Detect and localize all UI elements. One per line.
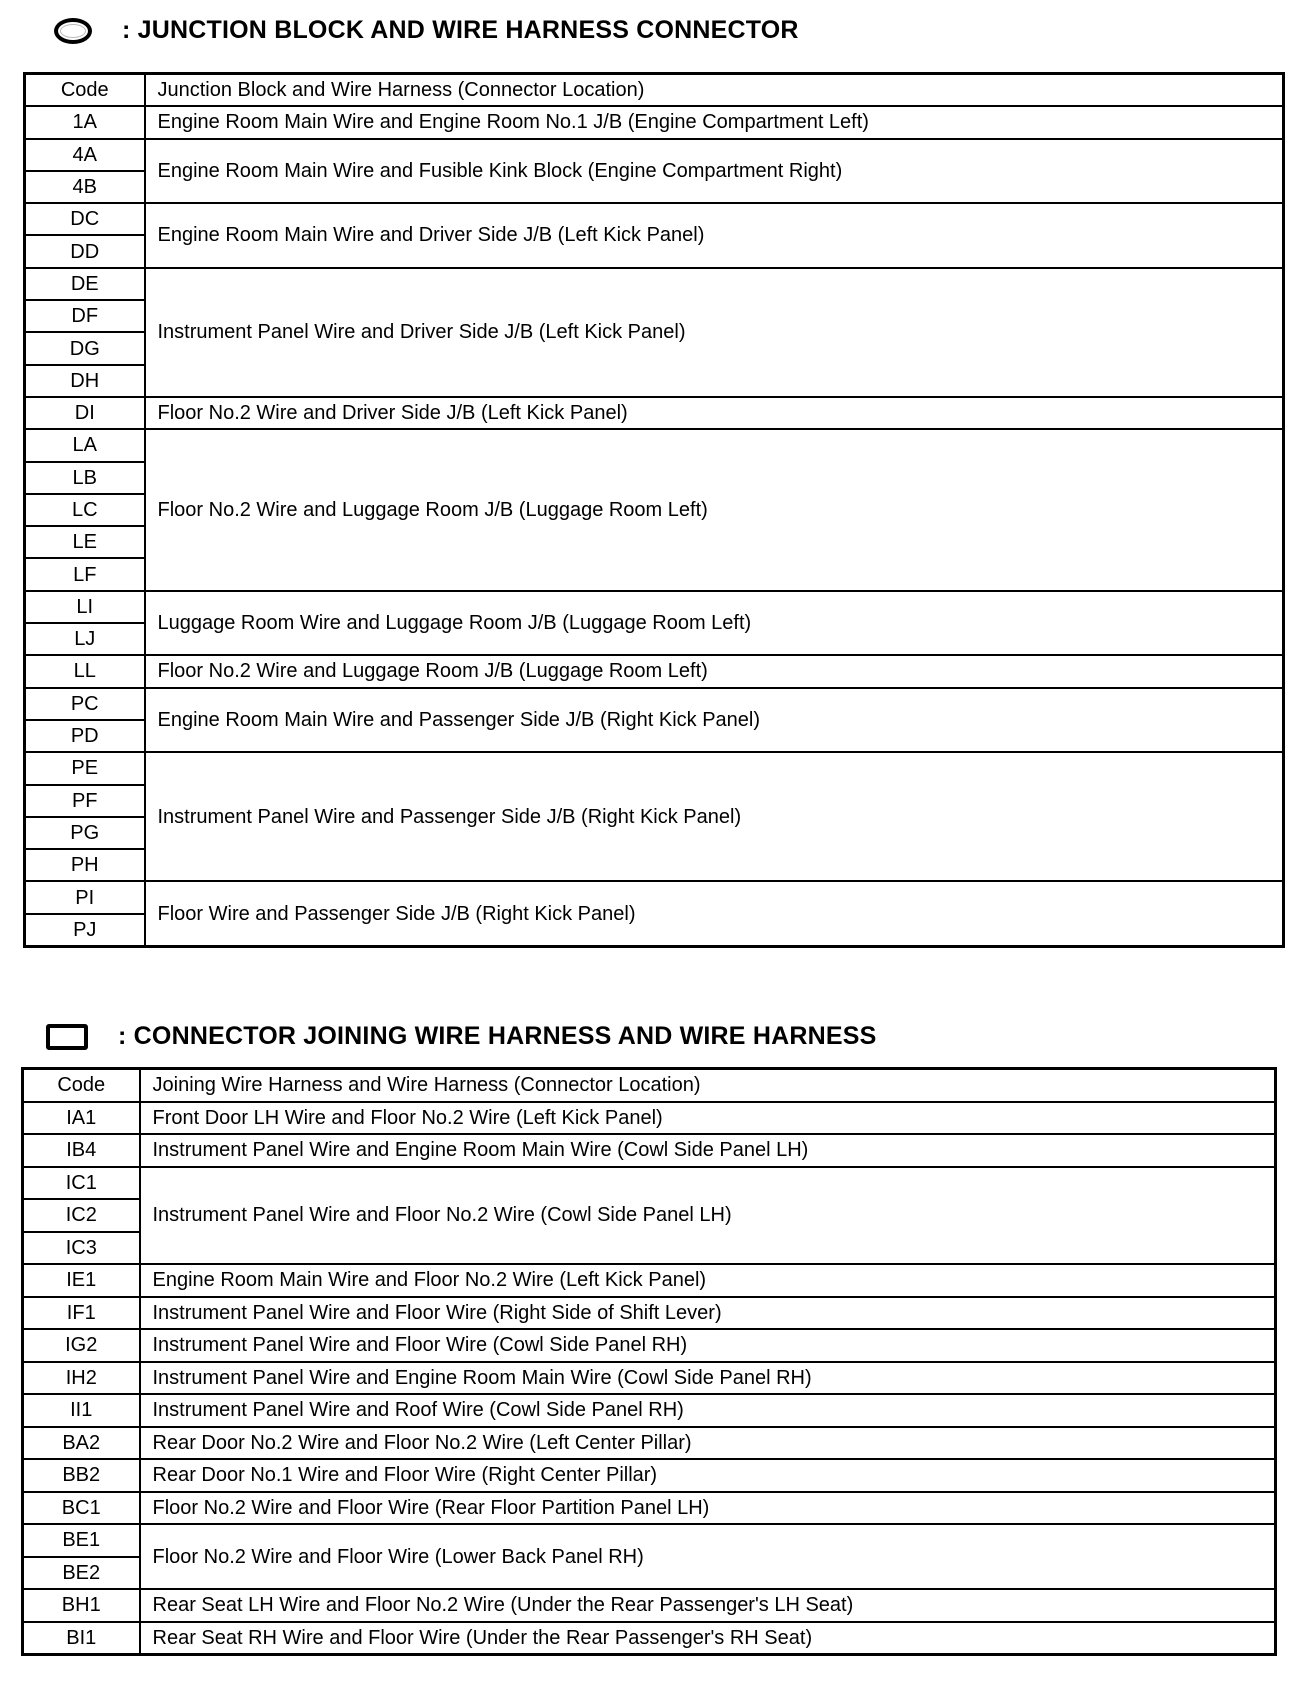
connector-code: LL xyxy=(25,655,145,687)
connector-code: BE2 xyxy=(23,1557,140,1590)
connector-code: BI1 xyxy=(23,1622,140,1655)
connector-code: IG2 xyxy=(23,1329,140,1362)
table-row xyxy=(25,397,1284,429)
connector-code: IA1 xyxy=(23,1102,140,1135)
table-row xyxy=(23,1264,1276,1297)
connector-location: Rear Door No.2 Wire and Floor No.2 Wire (Left Center Pillar) xyxy=(140,1427,1276,1460)
connector-location: Rear Seat RH Wire and Floor Wire (Under the Rear Passenger's RH Seat) xyxy=(140,1622,1276,1655)
connector-code: IE1 xyxy=(23,1264,140,1297)
connector-code: DC xyxy=(25,203,145,235)
connector-location: Engine Room Main Wire and Engine Room No.1 J/B (Engine Compartment Left) xyxy=(145,106,1284,138)
connector-code: IH2 xyxy=(23,1362,140,1395)
rectangle-connector-icon xyxy=(46,1024,88,1050)
table-row xyxy=(25,752,1284,784)
connector-location: Floor No.2 Wire and Luggage Room J/B (Luggage Room Left) xyxy=(145,655,1284,687)
connector-code: 1A xyxy=(25,106,145,138)
table-header-row xyxy=(25,74,1284,107)
wire-harness-table xyxy=(21,1067,1277,1656)
table-row xyxy=(25,268,1284,300)
connector-code: II1 xyxy=(23,1394,140,1427)
table-row xyxy=(23,1492,1276,1525)
connector-code: LF xyxy=(25,558,145,590)
section-heading xyxy=(46,1022,876,1051)
connector-location: Instrument Panel Wire and Engine Room Main Wire (Cowl Side Panel LH) xyxy=(140,1134,1276,1167)
connector-code: DE xyxy=(25,268,145,300)
connector-code: IF1 xyxy=(23,1297,140,1330)
connector-location: Instrument Panel Wire and Floor No.2 Wire (Cowl Side Panel LH) xyxy=(140,1167,1276,1265)
connector-location: Floor Wire and Passenger Side J/B (Right Kick Panel) xyxy=(145,881,1284,946)
connector-location: Instrument Panel Wire and Engine Room Main Wire (Cowl Side Panel RH) xyxy=(140,1362,1276,1395)
table-row xyxy=(25,655,1284,687)
connector-location: Floor No.2 Wire and Floor Wire (Rear Floor Partition Panel LH) xyxy=(140,1492,1276,1525)
connector-code: LA xyxy=(25,429,145,461)
connector-location: Floor No.2 Wire and Floor Wire (Lower Back Panel RH) xyxy=(140,1524,1276,1589)
table-row xyxy=(23,1622,1276,1655)
table-row xyxy=(25,429,1284,461)
table-row xyxy=(25,688,1284,720)
table-row xyxy=(25,139,1284,171)
connector-location: Luggage Room Wire and Luggage Room J/B (Luggage Room Left) xyxy=(145,591,1284,656)
connector-code: PH xyxy=(25,849,145,881)
connector-code: DF xyxy=(25,300,145,332)
connector-code: IC2 xyxy=(23,1199,140,1232)
table-row xyxy=(23,1102,1276,1135)
connector-location: Engine Room Main Wire and Driver Side J/B (Left Kick Panel) xyxy=(145,203,1284,268)
connector-location: Instrument Panel Wire and Roof Wire (Cowl Side Panel RH) xyxy=(140,1394,1276,1427)
table-row xyxy=(23,1589,1276,1622)
connector-code: 4B xyxy=(25,171,145,203)
connector-location: Floor No.2 Wire and Driver Side J/B (Left Kick Panel) xyxy=(145,397,1284,429)
table-row xyxy=(23,1362,1276,1395)
connector-code: PF xyxy=(25,785,145,817)
section-heading xyxy=(54,16,799,45)
connector-code: 4A xyxy=(25,139,145,171)
connector-code: LE xyxy=(25,526,145,558)
connector-code: PI xyxy=(25,881,145,913)
table-row xyxy=(23,1134,1276,1167)
connector-code: PG xyxy=(25,817,145,849)
connector-code: PC xyxy=(25,688,145,720)
table-row xyxy=(25,106,1284,138)
table-row xyxy=(23,1427,1276,1460)
connector-code: IC3 xyxy=(23,1232,140,1265)
table-row xyxy=(23,1459,1276,1492)
connector-code: IB4 xyxy=(23,1134,140,1167)
connector-code: DI xyxy=(25,397,145,429)
connector-location: Engine Room Main Wire and Floor No.2 Wire (Left Kick Panel) xyxy=(140,1264,1276,1297)
connector-location: Rear Seat LH Wire and Floor No.2 Wire (Under the Rear Passenger's LH Seat) xyxy=(140,1589,1276,1622)
connector-code: BH1 xyxy=(23,1589,140,1622)
column-header-description: Joining Wire Harness and Wire Harness (Connector Location) xyxy=(140,1069,1276,1102)
connector-code: LC xyxy=(25,494,145,526)
table-row xyxy=(23,1167,1276,1200)
connector-code: LB xyxy=(25,462,145,494)
column-header-code: Code xyxy=(25,74,145,107)
connector-location: Engine Room Main Wire and Fusible Kink Block (Engine Compartment Right) xyxy=(145,139,1284,204)
column-header-description: Junction Block and Wire Harness (Connector Location) xyxy=(145,74,1284,107)
connector-location: Rear Door No.1 Wire and Floor Wire (Right Center Pillar) xyxy=(140,1459,1276,1492)
table-row xyxy=(23,1394,1276,1427)
table-row xyxy=(23,1329,1276,1362)
connector-code: DD xyxy=(25,235,145,267)
table-row xyxy=(25,881,1284,913)
connector-code: BB2 xyxy=(23,1459,140,1492)
connector-location: Engine Room Main Wire and Passenger Side J/B (Right Kick Panel) xyxy=(145,688,1284,753)
connector-location: Front Door LH Wire and Floor No.2 Wire (Left Kick Panel) xyxy=(140,1102,1276,1135)
section-title: : JUNCTION BLOCK AND WIRE HARNESS CONNECTOR xyxy=(122,16,799,44)
connector-location: Instrument Panel Wire and Floor Wire (Right Side of Shift Lever) xyxy=(140,1297,1276,1330)
connector-code: PJ xyxy=(25,914,145,947)
connector-code: PE xyxy=(25,752,145,784)
connector-code: DH xyxy=(25,365,145,397)
table-row xyxy=(25,591,1284,623)
connector-location: Instrument Panel Wire and Floor Wire (Cowl Side Panel RH) xyxy=(140,1329,1276,1362)
section-title: : CONNECTOR JOINING WIRE HARNESS AND WIRE HARNESS xyxy=(118,1022,877,1050)
table-header-row xyxy=(23,1069,1276,1102)
connector-code: IC1 xyxy=(23,1167,140,1200)
oval-connector-icon xyxy=(54,18,92,44)
table-row xyxy=(23,1297,1276,1330)
connector-code: LI xyxy=(25,591,145,623)
connector-code: BE1 xyxy=(23,1524,140,1557)
table-row xyxy=(25,203,1284,235)
connector-code: BA2 xyxy=(23,1427,140,1460)
connector-location: Instrument Panel Wire and Driver Side J/B (Left Kick Panel) xyxy=(145,268,1284,397)
junction-block-table xyxy=(23,72,1285,948)
connector-location: Instrument Panel Wire and Passenger Side J/B (Right Kick Panel) xyxy=(145,752,1284,881)
column-header-code: Code xyxy=(23,1069,140,1102)
table-row xyxy=(23,1524,1276,1557)
connector-location: Floor No.2 Wire and Luggage Room J/B (Luggage Room Left) xyxy=(145,429,1284,590)
connector-code: PD xyxy=(25,720,145,752)
connector-code: LJ xyxy=(25,623,145,655)
connector-code: BC1 xyxy=(23,1492,140,1525)
connector-code: DG xyxy=(25,332,145,364)
